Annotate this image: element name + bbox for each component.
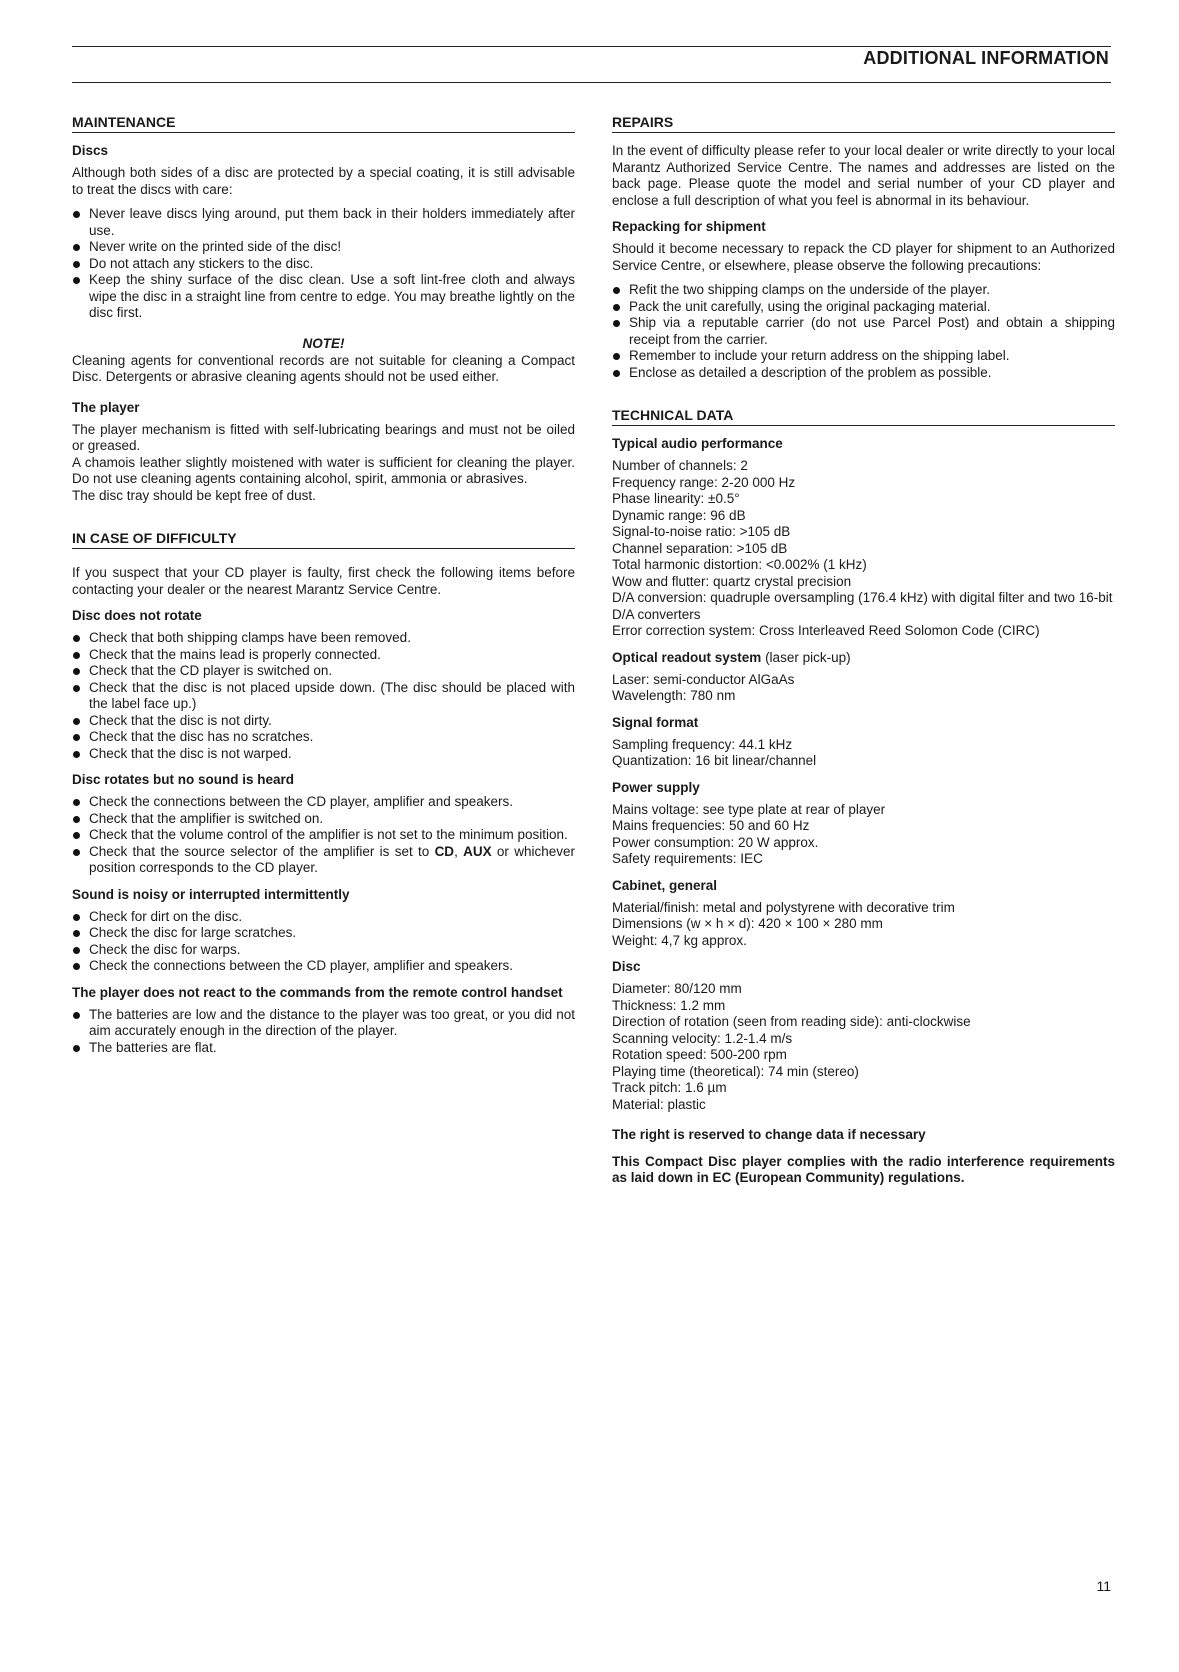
no-rotate-bullets	[72, 630, 575, 762]
page-number: 11	[1096, 1578, 1111, 1594]
repairs-title: REPAIRS	[612, 114, 1115, 133]
player-text	[72, 422, 575, 505]
spec-line: Frequency range: 2-20 000 Hz	[612, 474, 796, 490]
player-line: A chamois leather slightly moistened with water is sufficient for cleaning the player. Do not use cleaning agents containing alcohol, spirit, ammonia or abrasives.	[72, 454, 575, 486]
spec-line: Quantization: 16 bit linear/channel	[612, 753, 817, 768]
spec-line: Laser: semi-conductor AlGaAs	[612, 671, 795, 687]
disc-lines	[612, 981, 1115, 1113]
optical-heading-bold: Optical readout system	[612, 649, 762, 665]
list-item: Check the connections between the CD player, amplifier and speakers.	[72, 794, 575, 811]
spec-line: Power consumption: 20 W approx.	[612, 834, 819, 850]
source-cd: CD	[434, 843, 455, 859]
source-post: or whichever position corresponds to the CD player.	[89, 843, 575, 875]
list-item: Keep the shiny surface of the disc clean. Use a soft lint-free cloth and always wipe the disc in a straight line from centre to edge. You may breathe lightly on the disc first.	[72, 272, 575, 322]
list-item: The batteries are flat.	[72, 1040, 575, 1057]
spec-line: Rotation speed: 500-200 rpm	[612, 1047, 787, 1062]
repack-heading: Repacking for shipment	[612, 219, 766, 234]
spec-line: Total harmonic distortion: <0.002% (1 kHz)	[612, 557, 867, 572]
list-item: Check that the mains lead is properly connected.	[72, 647, 575, 664]
noisy-bullets	[72, 909, 575, 975]
note-heading: NOTE!	[302, 335, 345, 351]
list-item: The batteries are low and the distance to the player was too great, or you did not aim accurately enough in the direction of the player.	[72, 1007, 575, 1040]
spec-line: Scanning velocity: 1.2-1.4 m/s	[612, 1030, 793, 1046]
spec-line: Mains voltage: see type plate at rear of player	[612, 801, 886, 817]
repack-intro: Should it become necessary to repack the CD player for shipment to an Authorized Service Centre, or elsewhere, please observe the following precautions:	[612, 241, 1115, 273]
spec-line: D/A conversion: quadruple oversampling (176.4 kHz) with digital filter and two 16-bit D/A converters	[612, 590, 1113, 622]
spec-line: Material: plastic	[612, 1096, 706, 1112]
spec-line: Signal-to-noise ratio: >105 dB	[612, 524, 791, 539]
difficulty-intro: If you suspect that your CD player is faulty, first check the following items before contacting your dealer or the nearest Marantz Service Centre.	[72, 565, 575, 597]
discs-bullets	[72, 206, 575, 322]
list-item: Never leave discs lying around, put them back in their holders immediately after use.	[72, 206, 575, 239]
discs-intro: Although both sides of a disc are protected by a special coating, it is still advisable to treat the discs with care:	[72, 165, 575, 197]
repack-bullets	[612, 282, 1115, 381]
spec-line: Playing time (theoretical): 74 min (stereo)	[612, 1063, 859, 1079]
no-sound-heading: Disc rotates but no sound is heard	[72, 772, 295, 787]
page-header-title: ADDITIONAL INFORMATION	[863, 48, 1109, 68]
list-item: Check that the CD player is switched on.	[72, 663, 575, 680]
spec-line: Error correction system: Cross Interleaved Reed Solomon Code (CIRC)	[612, 623, 1040, 638]
list-item-source-selector	[72, 844, 575, 877]
disc-heading: Disc	[612, 959, 641, 974]
header-rule	[72, 82, 1111, 83]
list-item: Remember to include your return address on the shipping label.	[612, 348, 1115, 365]
cabinet-lines	[612, 900, 1115, 950]
repairs-text: In the event of difficulty please refer to your local dealer or write directly to your local Marantz Authorized Service Centre. The names and addresses are listed on the back page. Please quote the model and serial number of your CD player and enclose a full description of what you feel is abnormal in its behaviour.	[612, 143, 1115, 208]
list-item: Never write on the printed side of the disc!	[72, 239, 575, 256]
source-aux: AUX	[463, 843, 492, 859]
source-pre: Check that the source selector of the amplifier is set to	[89, 843, 435, 859]
remote-heading: The player does not react to the commands from the remote control handset	[72, 984, 563, 1000]
list-item: Refit the two shipping clamps on the underside of the player.	[612, 282, 1115, 299]
discs-heading: Discs	[72, 143, 109, 158]
source-sep: ,	[454, 843, 464, 859]
spec-line: Track pitch: 1.6 µm	[612, 1080, 727, 1095]
signal-lines	[612, 737, 1115, 770]
no-sound-bullets	[72, 794, 575, 877]
optical-heading-suffix: (laser pick-up)	[761, 649, 851, 665]
list-item: Check that the disc is not placed upside down. (The disc should be placed with the label face up.)	[72, 680, 575, 713]
player-line: The player mechanism is fitted with self-lubricating bearings and must not be oiled or greased.	[72, 421, 575, 453]
spec-line: Thickness: 1.2 mm	[612, 997, 726, 1013]
signal-heading: Signal format	[612, 714, 699, 730]
maintenance-title: MAINTENANCE	[72, 114, 575, 133]
list-item: Check that both shipping clamps have been removed.	[72, 630, 575, 647]
player-heading: The player	[72, 399, 140, 415]
spec-line: Safety requirements: IEC	[612, 851, 763, 866]
list-item: Check for dirt on the disc.	[72, 909, 575, 926]
power-lines	[612, 802, 1115, 868]
spec-line: Weight: 4,7 kg approx.	[612, 932, 747, 948]
spec-line: Number of channels: 2	[612, 458, 748, 473]
spec-line: Dimensions (w × h × d): 420 × 100 × 280 mm	[612, 916, 883, 931]
compliance-note: This Compact Disc player complies with the radio interference requirements as laid down in EC (European Community) regulations.	[612, 1153, 1115, 1185]
list-item: Check that the disc is not dirty.	[72, 713, 575, 730]
list-item: Ship via a reputable carrier (do not use Parcel Post) and obtain a shipping receipt from the carrier.	[612, 315, 1115, 348]
optical-lines	[612, 672, 1115, 705]
spec-line: Channel separation: >105 dB	[612, 540, 788, 556]
spec-line: Diameter: 80/120 mm	[612, 981, 742, 996]
list-item: Pack the unit carefully, using the original packaging material.	[612, 299, 1115, 316]
list-item: Check that the disc is not warped.	[72, 746, 575, 763]
no-rotate-heading: Disc does not rotate	[72, 608, 202, 623]
noisy-heading: Sound is noisy or interrupted intermittently	[72, 886, 350, 902]
audio-heading: Typical audio performance	[612, 436, 783, 451]
spec-line: Material/finish: metal and polystyrene with decorative trim	[612, 899, 955, 915]
list-item: Enclose as detailed a description of the problem as possible.	[612, 365, 1115, 382]
list-item: Check the disc for warps.	[72, 942, 575, 959]
remote-bullets	[72, 1007, 575, 1057]
list-item: Check the connections between the CD player, amplifier and speakers.	[72, 958, 575, 975]
note-text: Cleaning agents for conventional records are not suitable for cleaning a Compact Disc. Detergents or abrasive cleaning agents should not be used either.	[72, 352, 575, 384]
spec-line: Mains frequencies: 50 and 60 Hz	[612, 818, 810, 833]
spec-line: Sampling frequency: 44.1 kHz	[612, 736, 793, 752]
reserve-note: The right is reserved to change data if necessary	[612, 1127, 926, 1142]
audio-lines	[612, 458, 1115, 640]
spec-line: Phase linearity: ±0.5°	[612, 491, 740, 506]
tech-title: TECHNICAL DATA	[612, 407, 1115, 426]
list-item: Check that the volume control of the amplifier is not set to the minimum position.	[72, 827, 575, 844]
left-column	[72, 114, 575, 1064]
spec-line: Direction of rotation (seen from reading side): anti-clockwise	[612, 1014, 971, 1029]
player-line: The disc tray should be kept free of dust.	[72, 487, 316, 503]
spec-line: Dynamic range: 96 dB	[612, 507, 746, 523]
spec-line: Wow and flutter: quartz crystal precision	[612, 573, 852, 589]
list-item: Check the disc for large scratches.	[72, 925, 575, 942]
cabinet-heading: Cabinet, general	[612, 877, 718, 893]
optical-heading	[612, 650, 1115, 666]
list-item: Check that the disc has no scratches.	[72, 729, 575, 746]
power-heading: Power supply	[612, 779, 700, 795]
spec-line: Wavelength: 780 nm	[612, 688, 736, 703]
difficulty-title: IN CASE OF DIFFICULTY	[72, 530, 575, 549]
top-rule	[72, 46, 1111, 47]
list-item: Do not attach any stickers to the disc.	[72, 256, 575, 273]
right-column	[612, 114, 1115, 1197]
list-item: Check that the amplifier is switched on.	[72, 811, 575, 828]
